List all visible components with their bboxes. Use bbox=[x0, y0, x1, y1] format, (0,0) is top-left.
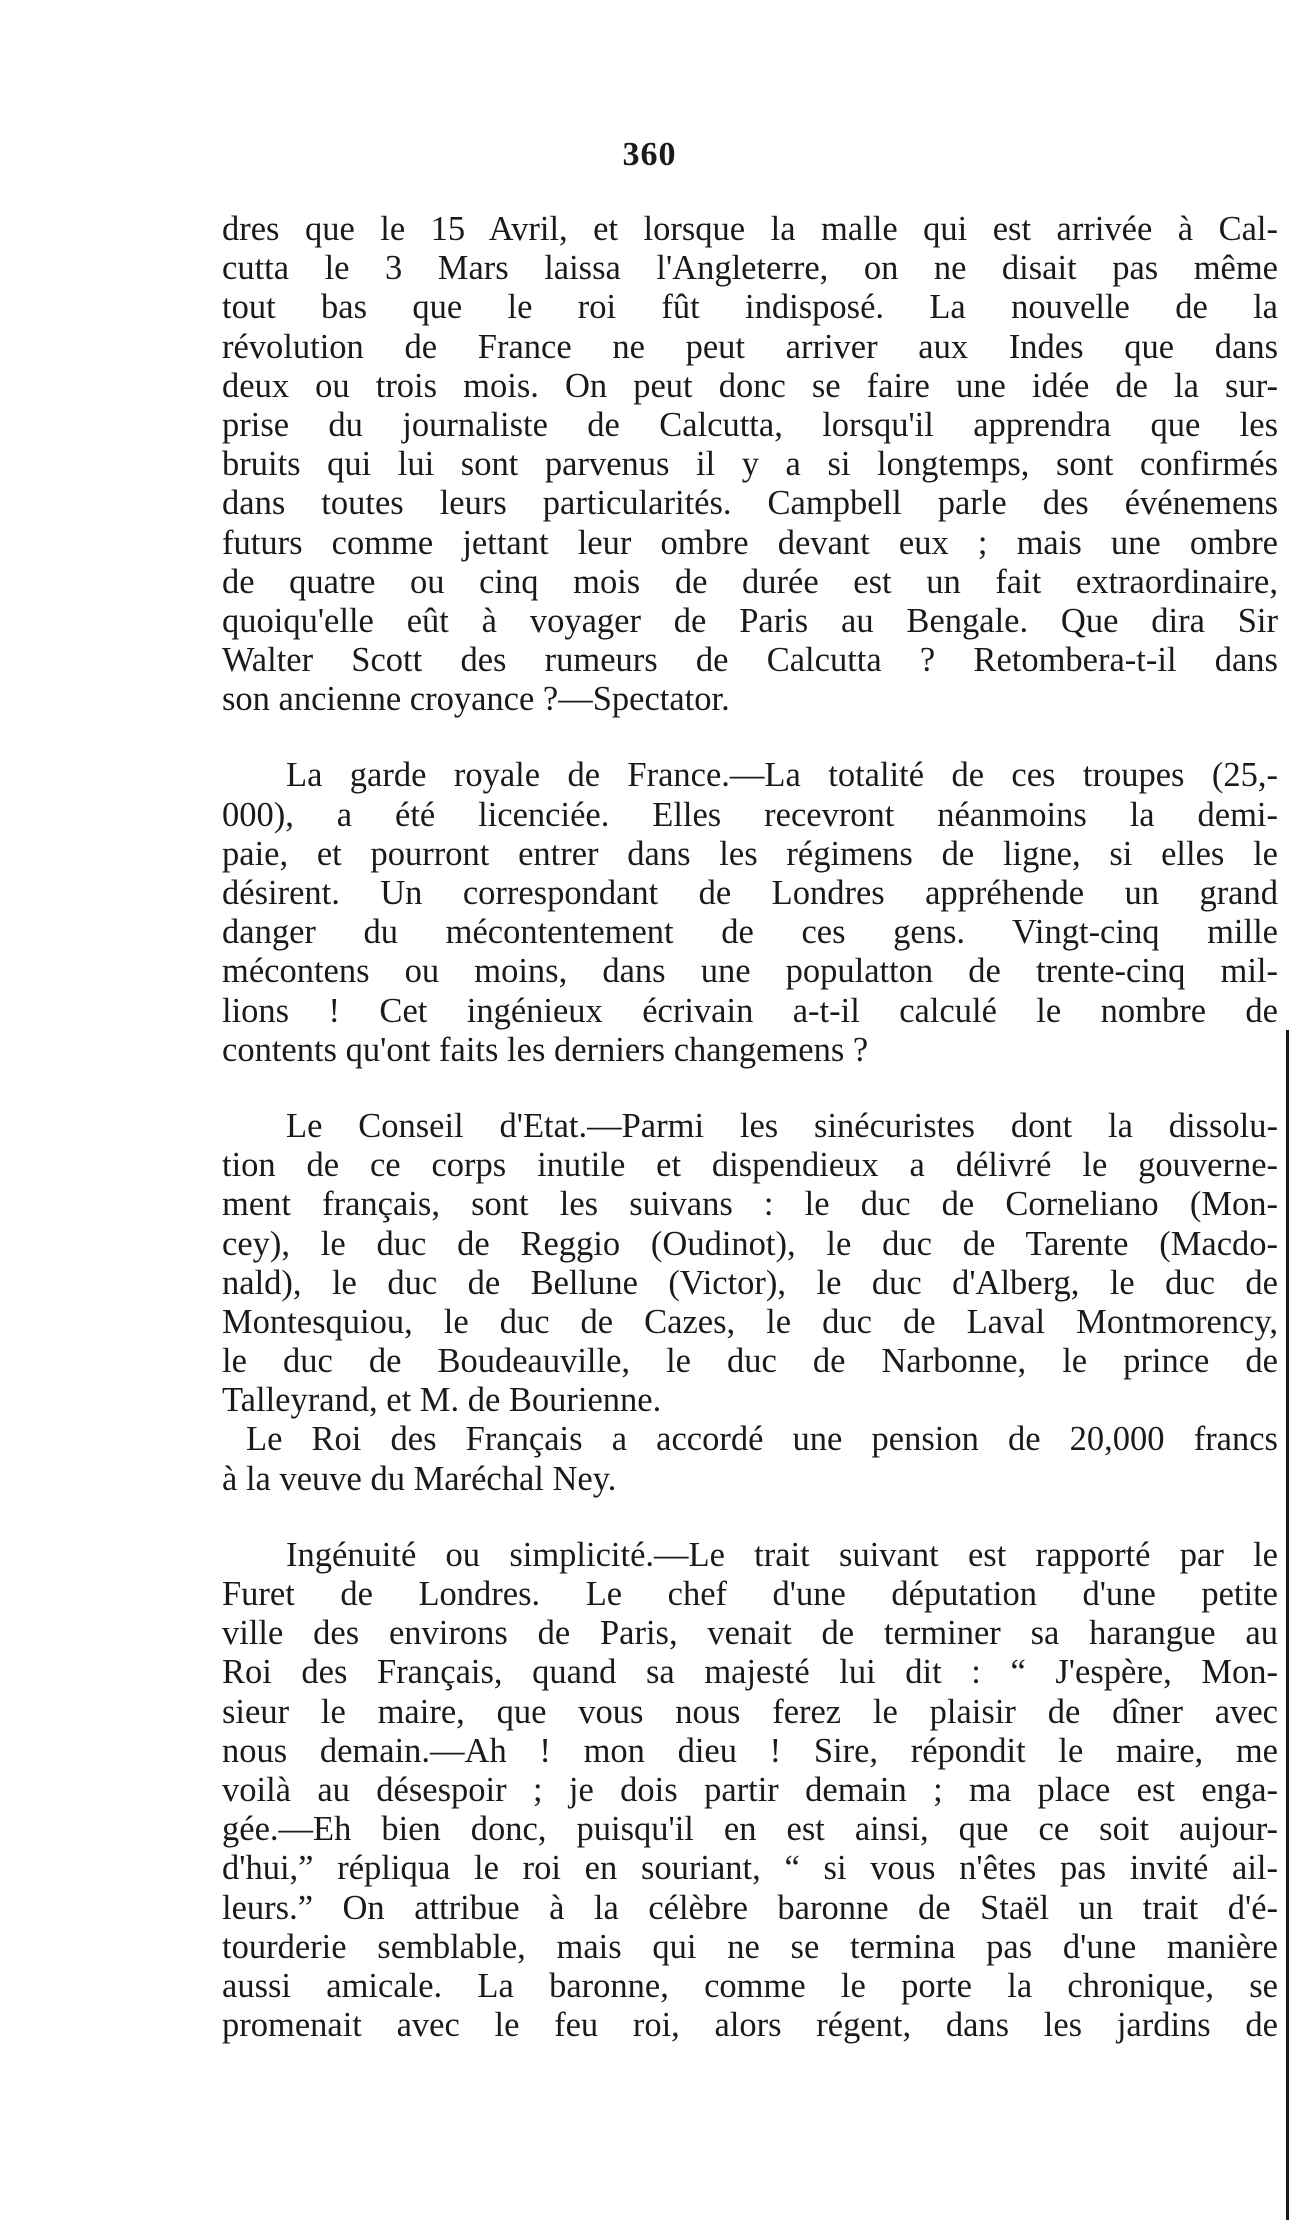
text-line: Ingénuité ou simplicité.—Le trait suivant est rapporté par le bbox=[286, 1535, 1278, 1574]
text-line: bruits qui lui sont parvenus il y a si longtemps, sont confirmés bbox=[222, 445, 1278, 484]
paragraph-gap bbox=[222, 719, 1278, 756]
text-line: nous demain.—Ah ! mon dieu ! Sire, répondit le maire, me bbox=[222, 1731, 1278, 1770]
text-line: à la veuve du Maréchal Ney. bbox=[222, 1459, 617, 1498]
text-line: promenait avec le feu roi, alors régent, dans les jardins de bbox=[222, 2006, 1278, 2045]
text-line: leurs.” On attribue à la célèbre baronne de Staël un trait d'é- bbox=[222, 1888, 1278, 1927]
margin-rule bbox=[1286, 1030, 1289, 2220]
text-line: ment français, sont les suivans : le duc de Corneliano (Mon- bbox=[222, 1185, 1278, 1224]
text-line: aussi amicale. La baronne, comme le porte la chronique, se bbox=[222, 1966, 1278, 2005]
page-number: 360 bbox=[622, 136, 677, 173]
text-line: Roi des Français, quand sa majesté lui dit : “ J'espère, Mon- bbox=[222, 1653, 1278, 1692]
text-line: mécontens ou moins, dans une populatton de trente-cinq mil- bbox=[222, 952, 1278, 991]
text-line: cey), le duc de Reggio (Oudinot), le duc de Tarente (Macdo- bbox=[222, 1224, 1278, 1263]
text-line: tourderie semblable, mais qui ne se termina pas d'une manière bbox=[222, 1927, 1278, 1966]
paragraph-gap bbox=[222, 1070, 1278, 1107]
text-line: sieur le maire, que vous nous ferez le plaisir de dîner avec bbox=[222, 1692, 1278, 1731]
text-line: Le Roi des Français a accordé une pension de 20,000 francs bbox=[246, 1420, 1278, 1459]
text-line: contents qu'ont faits les derniers changemens ? bbox=[222, 1030, 869, 1069]
text-line: gée.—Eh bien donc, puisqu'il en est ainsi, que ce soit aujour- bbox=[222, 1810, 1278, 1849]
paragraph-gap bbox=[222, 1499, 1278, 1536]
text-line: deux ou trois mois. On peut donc se faire une idée de la sur- bbox=[222, 366, 1278, 405]
text-line: de quatre ou cinq mois de durée est un fait extraordinaire, bbox=[222, 562, 1278, 601]
text-line: tout bas que le roi fût indisposé. La nouvelle de la bbox=[222, 288, 1278, 327]
text-line: Talleyrand, et M. de Bourienne. bbox=[222, 1381, 662, 1420]
text-line: désirent. Un correspondant de Londres appréhende un grand bbox=[222, 874, 1278, 912]
text-line: révolution de France ne peut arriver aux Indes que dans bbox=[222, 327, 1278, 366]
text-line: Le Conseil d'Etat.—Parmi les sinécuristes dont la dissolu- bbox=[286, 1106, 1278, 1145]
text-line: son ancienne croyance ?—Spectator. bbox=[222, 680, 730, 719]
text-line: ville des environs de Paris, venait de terminer sa harangue au bbox=[222, 1614, 1278, 1653]
text-line: danger du mécontentement de ces gens. Vingt-cinq mille bbox=[222, 913, 1278, 952]
text-line: d'hui,” répliqua le roi en souriant, “ si vous n'êtes pas invité ail- bbox=[222, 1849, 1278, 1888]
text-line: dres que le 15 Avril, et lorsque la malle qui est arrivée à Cal- bbox=[222, 210, 1278, 248]
text-line: 000), a été licenciée. Elles recevront néanmoins la demi- bbox=[222, 795, 1278, 834]
text-line: prise du journaliste de Calcutta, lorsqu'il apprendra que les bbox=[222, 405, 1278, 444]
text-line: Montesquiou, le duc de Cazes, le duc de Laval Montmorency, bbox=[222, 1302, 1278, 1341]
text-line: quoiqu'elle eût à voyager de Paris au Bengale. Que dira Sir bbox=[222, 601, 1278, 640]
text-line: dans toutes leurs particularités. Campbell parle des événemens bbox=[222, 484, 1278, 523]
text-line: cutta le 3 Mars laissa l'Angleterre, on ne disait pas même bbox=[222, 249, 1278, 288]
text-line: tion de ce corps inutile et dispendieux a délivré le gouverne- bbox=[222, 1146, 1278, 1185]
text-line: Walter Scott des rumeurs de Calcutta ? Retombera-t-il dans bbox=[222, 641, 1278, 680]
text-line: La garde royale de France.—La totalité de ces troupes (25,- bbox=[286, 756, 1278, 795]
text-line: Furet de Londres. Le chef d'une députation d'une petite bbox=[222, 1575, 1278, 1613]
text-line: futurs comme jettant leur ombre devant eux ; mais une ombre bbox=[222, 523, 1278, 562]
text-line: paie, et pourront entrer dans les régimens de ligne, si elles le bbox=[222, 834, 1278, 873]
text-line: lions ! Cet ingénieux écrivain a-t-il calculé le nombre de bbox=[222, 991, 1278, 1030]
text-line: nald), le duc de Bellune (Victor), le duc d'Alberg, le duc de bbox=[222, 1263, 1278, 1302]
body-text bbox=[222, 210, 1278, 2045]
text-line: voilà au désespoir ; je dois partir demain ; ma place est enga- bbox=[222, 1770, 1278, 1809]
text-line: le duc de Boudeauville, le duc de Narbonne, le prince de bbox=[222, 1342, 1278, 1381]
